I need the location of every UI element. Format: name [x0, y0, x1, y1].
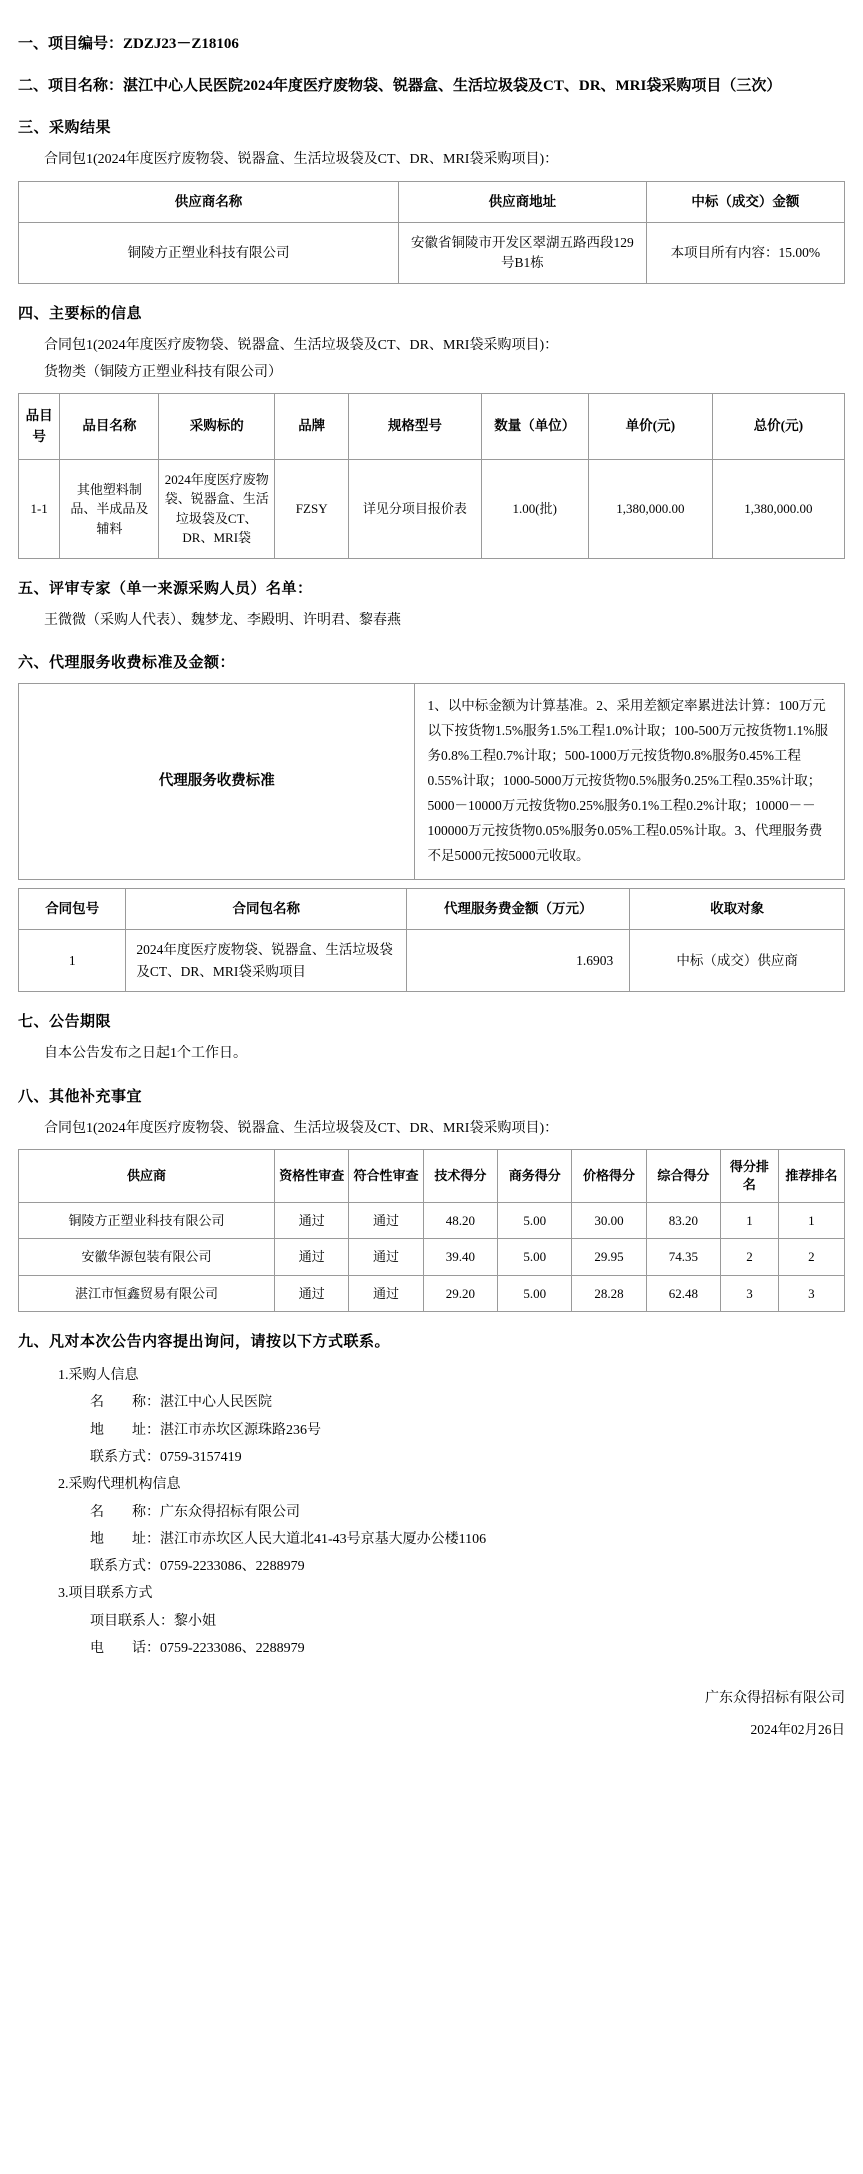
result-table	[18, 181, 845, 285]
cell-supplier: 湛江市恒鑫贸易有限公司	[19, 1275, 275, 1312]
contact-value: 黎小姐	[174, 1613, 216, 1629]
cell-spec-model: 详见分项目报价表	[349, 459, 481, 558]
cell-unit-price: 1,380,000.00	[588, 459, 712, 558]
contact-group-heading: 2.采购代理机构信息	[58, 1477, 181, 1493]
col-qualification-review: 资格性审查	[275, 1150, 349, 1202]
contact-label: 联系方式：	[90, 1559, 160, 1575]
cell-fee-payer: 中标（成交）供应商	[630, 930, 845, 992]
cell-score-rank: 1	[721, 1202, 779, 1239]
contact-line	[90, 1635, 845, 1662]
table-row	[19, 1239, 845, 1276]
col-total-price: 总价(元)	[712, 394, 844, 460]
col-fee-payer: 收取对象	[630, 889, 845, 930]
cell-total-score: 62.48	[646, 1275, 720, 1312]
table-row	[19, 222, 845, 284]
col-business-score: 商务得分	[498, 1150, 572, 1202]
contact-label: 电 话：	[90, 1641, 160, 1657]
cell-item-no: 1-1	[19, 459, 60, 558]
experts-list: 王微微（采购人代表）、魏梦龙、李殿明、许明君、黎春燕	[44, 612, 401, 628]
cell-quantity-unit: 1.00(批)	[481, 459, 588, 558]
agency-fee-amount-table	[18, 888, 845, 992]
col-spec-model: 规格型号	[349, 394, 481, 460]
contact-group-heading: 1.采购人信息	[58, 1368, 139, 1384]
supplement-section-title: 八、其他补充事宜	[18, 1088, 143, 1105]
contact-value: 湛江市赤坎区人民大道北41-43号京基大厦办公楼1106	[160, 1531, 487, 1547]
notice-period-section-title: 七、公告期限	[18, 1014, 112, 1031]
contact-label: 地 址：	[90, 1422, 160, 1438]
main-bid-section-title: 四、主要标的信息	[18, 306, 143, 323]
contact-label: 联系方式：	[90, 1449, 160, 1465]
contact-line	[90, 1389, 845, 1416]
cell-total-score: 83.20	[646, 1202, 720, 1239]
cell-compliance-review: 通过	[349, 1239, 423, 1276]
contact-line	[90, 1553, 845, 1580]
cell-recommend-rank: 1	[778, 1202, 844, 1239]
cell-item-name: 其他塑料制品、半成品及辅料	[60, 459, 159, 558]
cell-purchase-target: 2024年度医疗废物袋、锐器盒、生活垃圾袋及CT、DR、MRI袋	[159, 459, 275, 558]
project-number-line	[18, 32, 845, 56]
agency-fee-section-title: 六、代理服务收费标准及金额：	[18, 655, 236, 672]
cell-package-no: 1	[19, 930, 126, 992]
col-brand: 品牌	[275, 394, 349, 460]
cell-technical-score: 29.20	[423, 1275, 497, 1312]
cell-compliance-review: 通过	[349, 1202, 423, 1239]
table-header-row	[19, 1150, 845, 1202]
table-row	[19, 930, 845, 992]
contact-value: 湛江中心人民医院	[160, 1395, 272, 1411]
col-purchase-target: 采购标的	[159, 394, 275, 460]
table-header-row	[19, 889, 845, 930]
project-number-title: 一、项目编号：	[18, 36, 124, 52]
col-supplier: 供应商	[19, 1150, 275, 1202]
notice-period-text: 自本公告发布之日起1个工作日。	[44, 1046, 247, 1062]
experts-section-title: 五、评审专家（单一来源采购人员）名单：	[18, 580, 313, 597]
cell-supplier: 安徽华源包装有限公司	[19, 1239, 275, 1276]
contact-line	[90, 1499, 845, 1526]
main-bid-category-line: 货物类（铜陵方正塑业科技有限公司）	[44, 364, 282, 380]
cell-qualification-review: 通过	[275, 1239, 349, 1276]
contact-group-heading: 3.项目联系方式	[58, 1586, 153, 1602]
agency-fee-standard-table	[18, 683, 845, 880]
col-price-score: 价格得分	[572, 1150, 646, 1202]
main-bid-package-line: 合同包1(2024年度医疗废物袋、锐器盒、生活垃圾袋及CT、DR、MRI袋采购项目)：	[44, 338, 559, 354]
table-row	[19, 459, 845, 558]
contact-line	[90, 1417, 845, 1444]
cell-fee-amount: 1.6903	[407, 930, 630, 992]
col-item-no: 品目号	[19, 394, 60, 460]
contact-label: 名 称：	[90, 1395, 160, 1411]
result-section-title: 三、采购结果	[18, 120, 112, 136]
cell-technical-score: 39.40	[423, 1239, 497, 1276]
col-award-amount: 中标（成交）金额	[646, 181, 844, 222]
table-row	[19, 1275, 845, 1312]
col-total-score: 综合得分	[646, 1150, 720, 1202]
cell-technical-score: 48.20	[423, 1202, 497, 1239]
cell-score-rank: 2	[721, 1239, 779, 1276]
cell-qualification-review: 通过	[275, 1202, 349, 1239]
supplement-package-line: 合同包1(2024年度医疗废物袋、锐器盒、生活垃圾袋及CT、DR、MRI袋采购项目)：	[44, 1120, 559, 1136]
contact-value: 湛江市赤坎区源珠路236号	[160, 1422, 321, 1438]
cell-fee-standard-label: 代理服务收费标准	[19, 684, 415, 880]
col-fee-amount: 代理服务费金额（万元）	[407, 889, 630, 930]
cell-supplier-name: 铜陵方正塑业科技有限公司	[19, 222, 399, 284]
contact-line	[90, 1444, 845, 1471]
col-package-no: 合同包号	[19, 889, 126, 930]
contact-label: 项目联系人：	[90, 1613, 174, 1629]
cell-supplier-address: 安徽省铜陵市开发区翠湖五路西段129号B1栋	[398, 222, 646, 284]
cell-compliance-review: 通过	[349, 1275, 423, 1312]
cell-total-price: 1,380,000.00	[712, 459, 844, 558]
col-compliance-review: 符合性审查	[349, 1150, 423, 1202]
contact-value: 0759-2233086、2288979	[160, 1559, 305, 1575]
cell-price-score: 30.00	[572, 1202, 646, 1239]
cell-business-score: 5.00	[498, 1275, 572, 1312]
footer-organization: 广东众得招标有限公司	[705, 1691, 845, 1707]
contact-section-title: 九、凡对本次公告内容提出询问，请按以下方式联系。	[18, 1334, 391, 1351]
cell-package-name: 2024年度医疗废物袋、锐器盒、生活垃圾袋及CT、DR、MRI袋采购项目	[126, 930, 407, 992]
main-bid-table	[18, 393, 845, 559]
project-name-title: 二、项目名称：	[18, 78, 124, 94]
cell-total-score: 74.35	[646, 1239, 720, 1276]
project-number-value: ZDZJ23－Z18106	[123, 36, 239, 52]
cell-recommend-rank: 2	[778, 1239, 844, 1276]
col-unit-price: 单价(元)	[588, 394, 712, 460]
cell-brand: FZSY	[275, 459, 349, 558]
footer-date: 2024年02月26日	[750, 1721, 845, 1737]
contact-value: 广东众得招标有限公司	[160, 1504, 300, 1520]
contact-line	[90, 1608, 845, 1635]
col-score-rank: 得分排名	[721, 1150, 779, 1202]
project-name-line	[18, 74, 845, 98]
table-row	[19, 1202, 845, 1239]
cell-award-amount: 本项目所有内容：15.00%	[646, 222, 844, 284]
cell-price-score: 29.95	[572, 1239, 646, 1276]
cell-supplier: 铜陵方正塑业科技有限公司	[19, 1202, 275, 1239]
col-package-name: 合同包名称	[126, 889, 407, 930]
col-supplier-name: 供应商名称	[19, 181, 399, 222]
col-quantity-unit: 数量（单位）	[481, 394, 588, 460]
table-row	[19, 684, 845, 880]
contact-label: 名 称：	[90, 1504, 160, 1520]
col-technical-score: 技术得分	[423, 1150, 497, 1202]
cell-qualification-review: 通过	[275, 1275, 349, 1312]
table-header-row	[19, 181, 845, 222]
contact-block	[58, 1362, 845, 1662]
cell-score-rank: 3	[721, 1275, 779, 1312]
result-package-line: 合同包1(2024年度医疗废物袋、锐器盒、生活垃圾袋及CT、DR、MRI袋采购项目)：	[44, 152, 559, 167]
contact-line	[90, 1526, 845, 1553]
cell-business-score: 5.00	[498, 1202, 572, 1239]
contact-value: 0759-3157419	[160, 1449, 242, 1465]
cell-business-score: 5.00	[498, 1239, 572, 1276]
cell-recommend-rank: 3	[778, 1275, 844, 1312]
col-recommend-rank: 推荐排名	[778, 1150, 844, 1202]
contact-value: 0759-2233086、2288979	[160, 1641, 305, 1657]
project-name-value: 湛江中心人民医院2024年度医疗废物袋、锐器盒、生活垃圾袋及CT、DR、MRI袋采购项目（三次）	[123, 78, 782, 94]
cell-fee-standard-text: 1、以中标金额为计算基准。2、采用差额定率累进法计算：100万元以下按货物1.5%服务1.5%工程1.0%计取；100-500万元按货物1.1%服务0.8%工程0.7%计取；500-1000万元按货物0.8%服务0.45%工程0.55%计取；1000-5000万元按货物0.5%服务0.25%工程0.35%计取；5000－10000万元按货物0.25%服务0.1%工程0.2%计取；10000－－100000万元按货物0.05%服务0.05%工程0.05%计取。3、代理服务费不足5000元按5000元收取。	[415, 684, 845, 880]
score-table	[18, 1149, 845, 1312]
col-supplier-address: 供应商地址	[398, 181, 646, 222]
table-header-row	[19, 394, 845, 460]
contact-label: 地 址：	[90, 1531, 160, 1547]
col-item-name: 品目名称	[60, 394, 159, 460]
cell-price-score: 28.28	[572, 1275, 646, 1312]
